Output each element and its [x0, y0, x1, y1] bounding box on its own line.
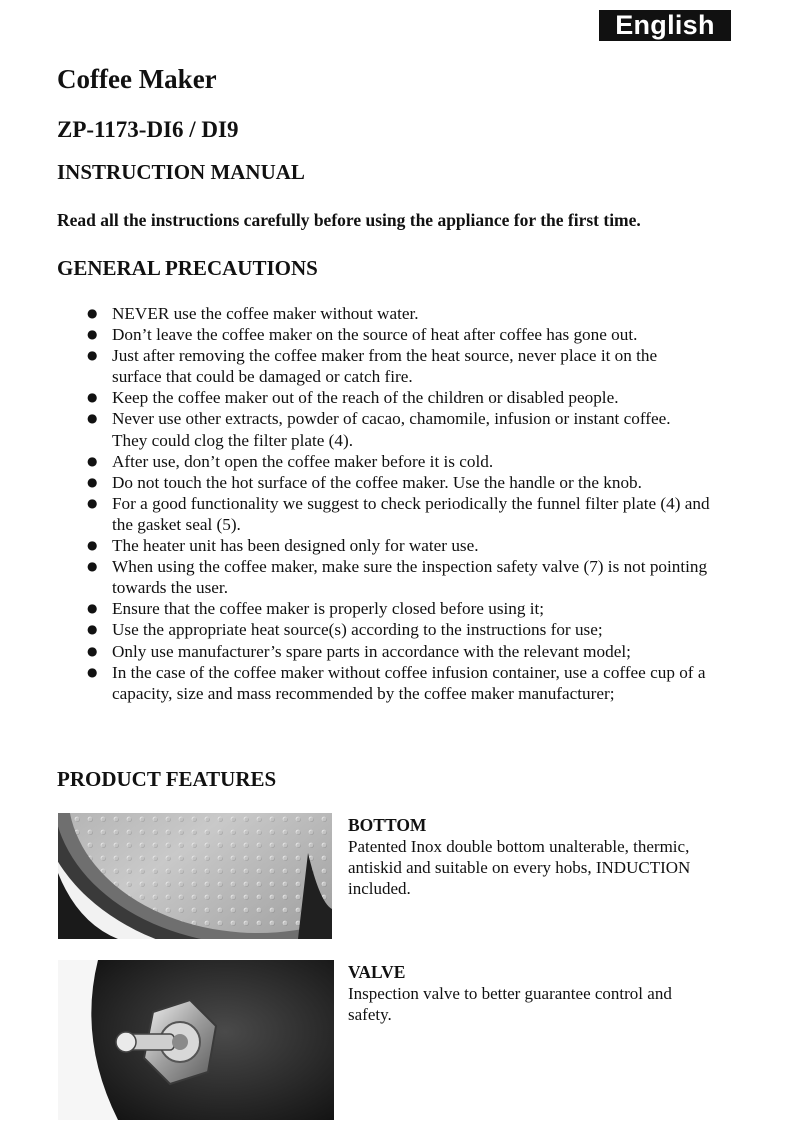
- precaution-text: NEVER use the coffee maker without water.: [112, 304, 419, 323]
- feature-bottom-title: BOTTOM: [348, 815, 427, 835]
- feature-valve-description: [348, 983, 748, 1025]
- feature-bottom-line: antiskid and suitable on every hobs, INDUCTION: [348, 858, 691, 877]
- model-number: ZP-1173-DI6 / DI9: [57, 117, 239, 142]
- bullet-icon: ●: [87, 411, 98, 426]
- precaution-text: In the case of the coffee maker without coffee infusion container, use a coffee cup of a: [112, 662, 706, 682]
- precaution-text: They could clog the filter plate (4).: [112, 430, 354, 450]
- bullet-icon: ●: [87, 348, 98, 363]
- bottom-plate-image: [58, 813, 332, 939]
- precautions-heading: GENERAL PRECAUTIONS: [57, 256, 318, 280]
- precaution-item: [57, 556, 777, 598]
- document-title: Coffee Maker: [57, 64, 217, 94]
- bullet-icon: ●: [87, 390, 98, 405]
- bullet-icon: ●: [87, 495, 98, 510]
- bullet-icon: ●: [87, 306, 98, 320]
- precaution-text: surface that could be damaged or catch fire.: [112, 367, 413, 387]
- feature-valve-title: VALVE: [348, 962, 406, 982]
- precaution-item: [57, 493, 777, 535]
- precaution-item: [57, 324, 777, 345]
- bullet-icon: ●: [87, 327, 98, 342]
- bullet-icon: ●: [87, 664, 98, 679]
- precaution-item: [57, 472, 777, 493]
- bullet-icon: ●: [87, 643, 98, 658]
- precaution-text: For a good functionality we suggest to check periodically the funnel filter plate (4) and: [112, 493, 710, 513]
- precaution-item: [57, 598, 777, 619]
- precaution-item: [57, 408, 777, 450]
- precaution-text: towards the user.: [112, 578, 228, 598]
- precaution-item: [57, 662, 777, 704]
- features-heading: PRODUCT FEATURES: [57, 767, 277, 791]
- feature-valve-line: Inspection valve to better guarantee control and: [348, 984, 672, 1003]
- feature-valve: [348, 961, 748, 1025]
- precaution-text: Just after removing the coffee maker from the heat source, never place it on the: [112, 346, 658, 366]
- precaution-item: [57, 303, 777, 324]
- feature-bottom-line: included.: [348, 879, 411, 898]
- precaution-item: [57, 619, 777, 640]
- precaution-text: Don’t leave the coffee maker on the source of heat after coffee has gone out.: [112, 325, 638, 345]
- precaution-text: Keep the coffee maker out of the reach of the children or disabled people.: [112, 388, 619, 408]
- feature-bottom-description: [348, 836, 748, 899]
- precaution-item: [57, 535, 777, 556]
- precaution-text: capacity, size and mass recommended by the coffee maker manufacturer;: [112, 683, 615, 703]
- bullet-icon: ●: [87, 622, 98, 637]
- precaution-text: After use, don’t open the coffee maker before it is cold.: [112, 451, 494, 471]
- precaution-text: Ensure that the coffee maker is properly closed before using it;: [112, 599, 545, 619]
- precaution-item: [57, 641, 777, 662]
- feature-bottom-line: Patented Inox double bottom unalterable, thermic,: [348, 837, 690, 856]
- intro-text: Read all the instructions carefully before using the appliance for the first time.: [57, 210, 641, 230]
- bullet-icon: ●: [87, 538, 98, 553]
- safety-valve-image: [58, 960, 334, 1120]
- feature-valve-line: safety.: [348, 1005, 392, 1024]
- precaution-text: Never use other extracts, powder of cacao, chamomile, infusion or instant coffee.: [112, 409, 671, 429]
- precaution-item: [57, 451, 777, 472]
- bullet-icon: ●: [87, 601, 98, 616]
- language-badge: English: [599, 10, 731, 41]
- feature-bottom: [348, 814, 748, 899]
- precautions-list: [57, 303, 777, 704]
- precaution-text: the gasket seal (5).: [112, 514, 241, 534]
- bullet-icon: ●: [87, 559, 98, 574]
- precaution-text: When using the coffee maker, make sure the inspection safety valve (7) is not pointing: [112, 557, 708, 577]
- precaution-text: Only use manufacturer’s spare parts in accordance with the relevant model;: [112, 641, 631, 661]
- precaution-text: Do not touch the hot surface of the coffee maker. Use the handle or the knob.: [112, 472, 642, 492]
- precaution-text: Use the appropriate heat source(s) according to the instructions for use;: [112, 620, 603, 640]
- manual-heading: INSTRUCTION MANUAL: [57, 160, 305, 184]
- bullet-icon: ●: [87, 474, 98, 489]
- precaution-text: The heater unit has been designed only for water use.: [112, 536, 479, 556]
- precaution-item: [57, 345, 777, 387]
- bullet-icon: ●: [87, 453, 98, 468]
- precaution-item: [57, 387, 777, 408]
